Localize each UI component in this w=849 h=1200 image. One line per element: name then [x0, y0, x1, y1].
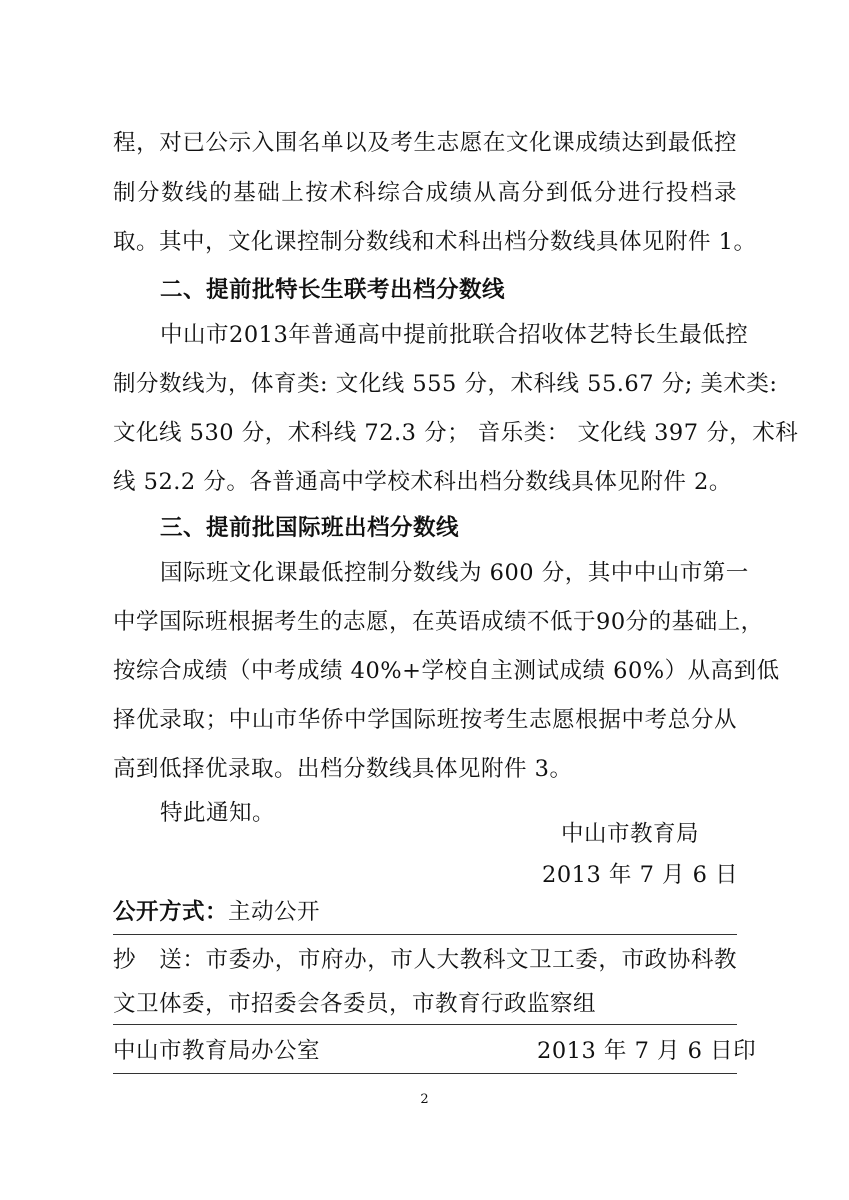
- divider: [113, 934, 737, 935]
- issue-date: 2013 年 7 月 6 日: [542, 862, 739, 888]
- divider: [113, 1024, 737, 1025]
- paragraph-line: 高到低择优录取。出档分数线具体见附件 3。: [113, 756, 573, 782]
- paragraph-line: 中山市2013年普通高中提前批联合招收体艺特长生最低控: [160, 322, 749, 348]
- section-heading: 二、提前批特长生联考出档分数线: [160, 277, 506, 303]
- cc-line: 文卫体委，市招委会各委员，市教育行政监察组: [113, 991, 597, 1017]
- disclosure-value: 主动公开: [228, 899, 321, 925]
- closing-remark: 特此通知。: [160, 800, 276, 826]
- print-date: 2013 年 7 月 6 日印: [537, 1038, 757, 1064]
- office-name: 中山市教育局办公室: [113, 1038, 321, 1064]
- paragraph-line: 国际班文化课最低控制分数线为 600 分，其中中山市第一: [160, 560, 749, 586]
- paragraph-line: 程，对已公示入围名单以及考生志愿在文化课成绩达到最低控: [113, 130, 737, 156]
- paragraph-line: 按综合成绩（中考成绩 40%+学校自主测试成绩 60%）从高到低: [113, 658, 780, 684]
- issuer-name: 中山市教育局: [561, 821, 700, 847]
- paragraph-line: 文化线 530 分，术科线 72.3 分； 音乐类： 文化线 397 分，术科: [113, 420, 799, 446]
- paragraph-line: 线 52.2 分。各普通高中学校术科出档分数线具体见附件 2。: [113, 469, 732, 495]
- paragraph-line: 择优录取；中山市华侨中学国际班按考生志愿根据中考总分从: [113, 707, 737, 733]
- divider: [113, 1073, 737, 1074]
- paragraph-line: 制分数线的基础上按术科综合成绩从高分到低分进行投档录: [113, 180, 737, 206]
- paragraph-line: 制分数线为，体育类: 文化线 555 分，术科线 55.67 分; 美术类:: [113, 371, 778, 397]
- paragraph-line: 中学国际班根据考生的志愿，在英语成绩不低于90分的基础上，: [113, 609, 764, 635]
- section-heading: 三、提前批国际班出档分数线: [160, 515, 460, 541]
- cc-line: 抄 送：市委办，市府办，市人大教科文卫工委，市政协科教: [113, 947, 737, 973]
- paragraph-line: 取。其中，文化课控制分数线和术科出档分数线具体见附件 1。: [113, 229, 757, 255]
- disclosure-label: 公开方式：: [113, 899, 229, 925]
- page-number: 2: [420, 1092, 429, 1107]
- disclosure-row: [113, 897, 320, 927]
